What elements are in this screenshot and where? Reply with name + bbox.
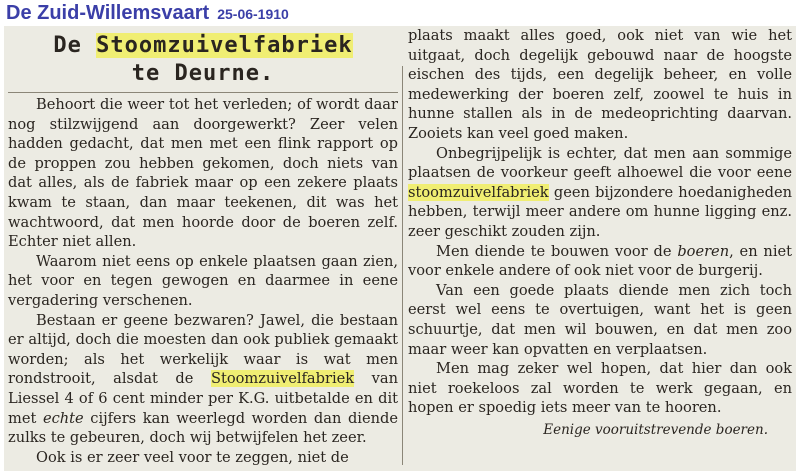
newspaper-clipping <box>4 26 796 471</box>
title-line-2: te Deurne. <box>131 61 275 86</box>
left-paragraph <box>8 311 398 448</box>
right-column <box>408 26 792 471</box>
paragraph-text: Van een goede plaats diende men zich toch eerst wel eens te overtuigen, want het is geen schuurtje, dat men wil bouwen, en dat men zoo maar weer kan opvatten en verplaatsen. <box>408 281 792 358</box>
newspaper-name: De Zuid-Willemsvaart <box>6 2 210 24</box>
left-column <box>8 26 398 471</box>
page-header <box>6 2 289 26</box>
right-paragraph <box>408 281 792 359</box>
highlighted-term: stoomzuivelfabriek <box>408 183 549 201</box>
paragraph-text: Ook is er zeer veel voor te zeggen, niet de <box>36 448 349 466</box>
paragraph-text: van Liessel 4 of 6 cent minder per K.G. uitbetalde en dit met <box>8 370 398 427</box>
publication-date: 25-06-1910 <box>217 6 289 22</box>
left-paragraph <box>8 448 398 468</box>
left-paragraph <box>8 252 398 311</box>
right-paragraph <box>408 242 792 281</box>
right-paragraph <box>408 26 792 144</box>
right-column-body <box>408 26 792 418</box>
left-column-body <box>8 95 398 467</box>
left-paragraph <box>8 95 398 252</box>
title-highlighted-word: Stoomzuivelfabriek <box>96 33 353 58</box>
right-paragraph <box>408 144 792 242</box>
right-paragraph <box>408 359 792 418</box>
paragraph-text: Onbegrijpelijk is echter, dat men aan sommige plaatsen de voorkeur geeft alhoewel die voor eene <box>408 144 792 182</box>
paragraph-text: Bestaan er geene bezwaren? Jawel, die bestaan er altijd, doch die moesten dan ook publiek gemaakt worden; als het werkelijk waar is wat men rondstrooit, alsdat de <box>8 311 398 388</box>
paragraph-text: Men mag zeker wel hopen, dat hier dan ook niet roekeloos zal worden te werk gegaan, en hopen er spoedig iets meer van te hooren. <box>408 360 792 417</box>
paragraph-text: Waarom niet eens op enkele plaatsen gaan zien, het voor en tegen gewogen en daarmee in eene vergadering verschenen. <box>8 252 398 309</box>
paragraph-text: plaats maakt alles goed, ook niet van wie het uitgaat, doch degelijk gebouwd naar de hoogste eischen des tijds, een degelijk beheer, en volle medewerking der boeren zelf, zoowel te huis in hunne stallen als in de medeoprichting daarvan. Zooiets kan veel goed maken. <box>408 27 792 142</box>
emphasized-text: boeren <box>677 242 730 260</box>
paragraph-text: Men diende te bouwen voor de <box>436 242 678 260</box>
highlighted-term: Stoomzuivelfabriek <box>210 370 355 388</box>
paragraph-text: Behoort die weer tot het verleden; of wordt daar nog stilzwijgend aan doorgewerkt? Zeer velen hadden gedacht, dat men met een flink rapport op de proppen zou hebben gekomen, doch niets van dat alles, als de fabriek maar op een zekere plaats kwam te staan, dan maar teekenen, dit was het wachtwoord, dat men hoorde door de boeren zelf. Echter niet allen. <box>8 96 398 251</box>
paragraph-text: , en niet voor enkele andere of ook niet voor de burgerij. <box>408 242 792 280</box>
article-signature: Eenige vooruitstrevende boeren. <box>543 421 768 438</box>
title-line-1 <box>8 32 398 60</box>
article-title <box>8 32 398 88</box>
title-prefix: De <box>53 33 97 58</box>
emphasized-text: echte <box>42 409 84 427</box>
title-rule <box>8 92 398 93</box>
paragraph-text: geen bijzondere hoedanigheden hebben, terwijl meer andere om hunne ligging enz. zeer geschikt zouden zijn. <box>408 183 792 240</box>
column-divider <box>402 66 403 465</box>
paragraph-text: cijfers kan weerlegd worden dan diende zulks te gebeuren, doch wij betwijfelen het zeer. <box>8 409 398 447</box>
